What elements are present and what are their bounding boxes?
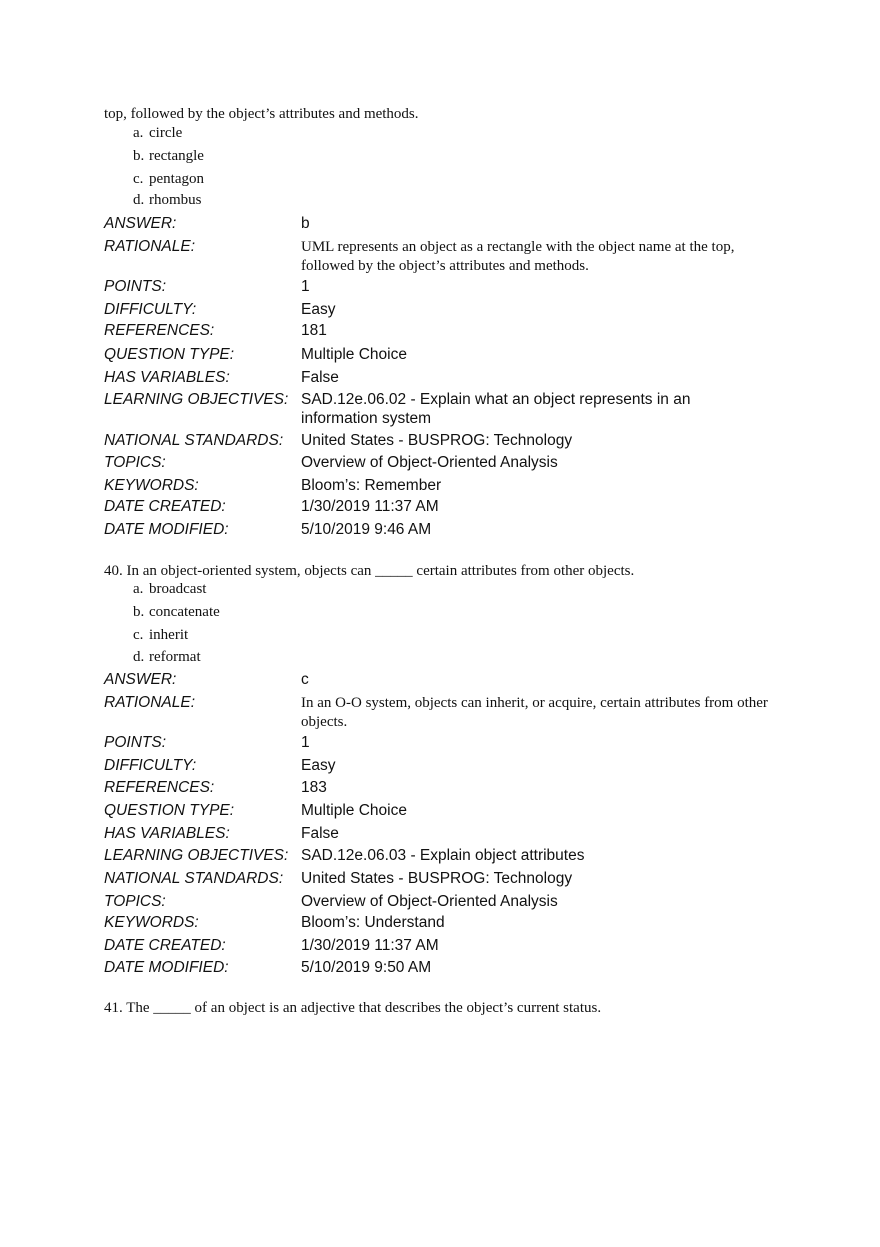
meta-label: POINTS: [104, 734, 167, 751]
meta-label: KEYWORDS: [104, 477, 199, 494]
meta-label: QUESTION TYPE: [104, 802, 235, 819]
meta-value: SAD.12e.06.03 - Explain object attributes [301, 847, 585, 864]
meta-value: 5/10/2019 9:50 AM [301, 959, 432, 976]
meta-label: DATE CREATED: [104, 937, 226, 954]
option-d [133, 191, 202, 209]
option-letter: d. [133, 192, 145, 208]
meta-label: LEARNING OBJECTIVES: [104, 391, 289, 408]
meta-label: REFERENCES: [104, 779, 215, 796]
option-text: rectangle [149, 148, 204, 164]
option-a [133, 580, 206, 598]
meta-value: Bloom’s: Understand [301, 914, 445, 931]
meta-label: DATE CREATED: [104, 498, 226, 515]
option-text: circle [149, 125, 183, 141]
meta-value: UML represents an object as a rectangle with the object name at the top, followed by the object’s attributes and methods. [301, 239, 735, 274]
question-41-stem: 41. The _____ of an object is an adjective that describes the object’s current status. [104, 1000, 602, 1016]
option-letter: b. [133, 148, 145, 164]
meta-value: 1 [301, 734, 310, 751]
meta-value: United States - BUSPROG: Technology [301, 432, 573, 449]
option-text: broadcast [149, 581, 207, 597]
meta-label: TOPICS: [104, 454, 166, 471]
option-b [133, 147, 204, 165]
option-b [133, 603, 220, 621]
meta-label: DATE MODIFIED: [104, 959, 229, 976]
meta-label: ANSWER: [104, 215, 177, 232]
option-letter: a. [133, 125, 144, 141]
option-letter: a. [133, 581, 144, 597]
meta-value: 1/30/2019 11:37 AM [301, 498, 439, 515]
meta-value: False [301, 369, 339, 386]
option-letter: c. [133, 627, 144, 643]
meta-value: Multiple Choice [301, 346, 407, 363]
meta-value: 181 [301, 322, 327, 339]
meta-label: HAS VARIABLES: [104, 825, 230, 842]
meta-value: 5/10/2019 9:46 AM [301, 521, 432, 538]
meta-value: b [301, 215, 310, 232]
meta-label: QUESTION TYPE: [104, 346, 235, 363]
option-letter: c. [133, 171, 144, 187]
meta-label: RATIONALE: [104, 238, 196, 255]
meta-label: DATE MODIFIED: [104, 521, 229, 538]
option-letter: b. [133, 604, 145, 620]
meta-value: False [301, 825, 339, 842]
option-text: reformat [149, 649, 201, 665]
meta-value: Overview of Object-Oriented Analysis [301, 893, 558, 910]
meta-label: HAS VARIABLES: [104, 369, 230, 386]
meta-label: LEARNING OBJECTIVES: [104, 847, 289, 864]
meta-value: United States - BUSPROG: Technology [301, 870, 573, 887]
meta-label: DIFFICULTY: [104, 757, 197, 774]
meta-value: 1 [301, 278, 310, 295]
option-d [133, 648, 201, 666]
option-text: pentagon [149, 171, 204, 187]
meta-label: RATIONALE: [104, 694, 196, 711]
meta-label: NATIONAL STANDARDS: [104, 432, 284, 449]
meta-value: Multiple Choice [301, 802, 407, 819]
meta-value: Bloom’s: Remember [301, 477, 442, 494]
option-text: concatenate [149, 604, 220, 620]
meta-label: ANSWER: [104, 671, 177, 688]
meta-value: c [301, 671, 309, 688]
meta-value: Easy [301, 757, 336, 774]
question-stem-tail: top, followed by the object’s attributes and methods. [104, 106, 419, 122]
option-c [133, 170, 204, 188]
meta-label: REFERENCES: [104, 322, 215, 339]
option-c [133, 626, 188, 644]
meta-label: KEYWORDS: [104, 914, 199, 931]
option-text: inherit [149, 627, 189, 643]
meta-value: In an O-O system, objects can inherit, or acquire, certain attributes from other objects. [301, 695, 768, 730]
meta-value: SAD.12e.06.02 - Explain what an object represents in an information system [301, 391, 691, 427]
meta-value: Easy [301, 301, 336, 318]
option-a [133, 124, 182, 142]
meta-value: 183 [301, 779, 327, 796]
meta-value: Overview of Object-Oriented Analysis [301, 454, 558, 471]
meta-value: 1/30/2019 11:37 AM [301, 937, 439, 954]
meta-label: POINTS: [104, 278, 167, 295]
meta-label: TOPICS: [104, 893, 166, 910]
option-text: rhombus [149, 192, 202, 208]
option-letter: d. [133, 649, 145, 665]
question-40-stem: 40. In an object-oriented system, objects can _____ certain attributes from other objects. [104, 563, 635, 579]
meta-label: NATIONAL STANDARDS: [104, 870, 284, 887]
meta-label: DIFFICULTY: [104, 301, 197, 318]
